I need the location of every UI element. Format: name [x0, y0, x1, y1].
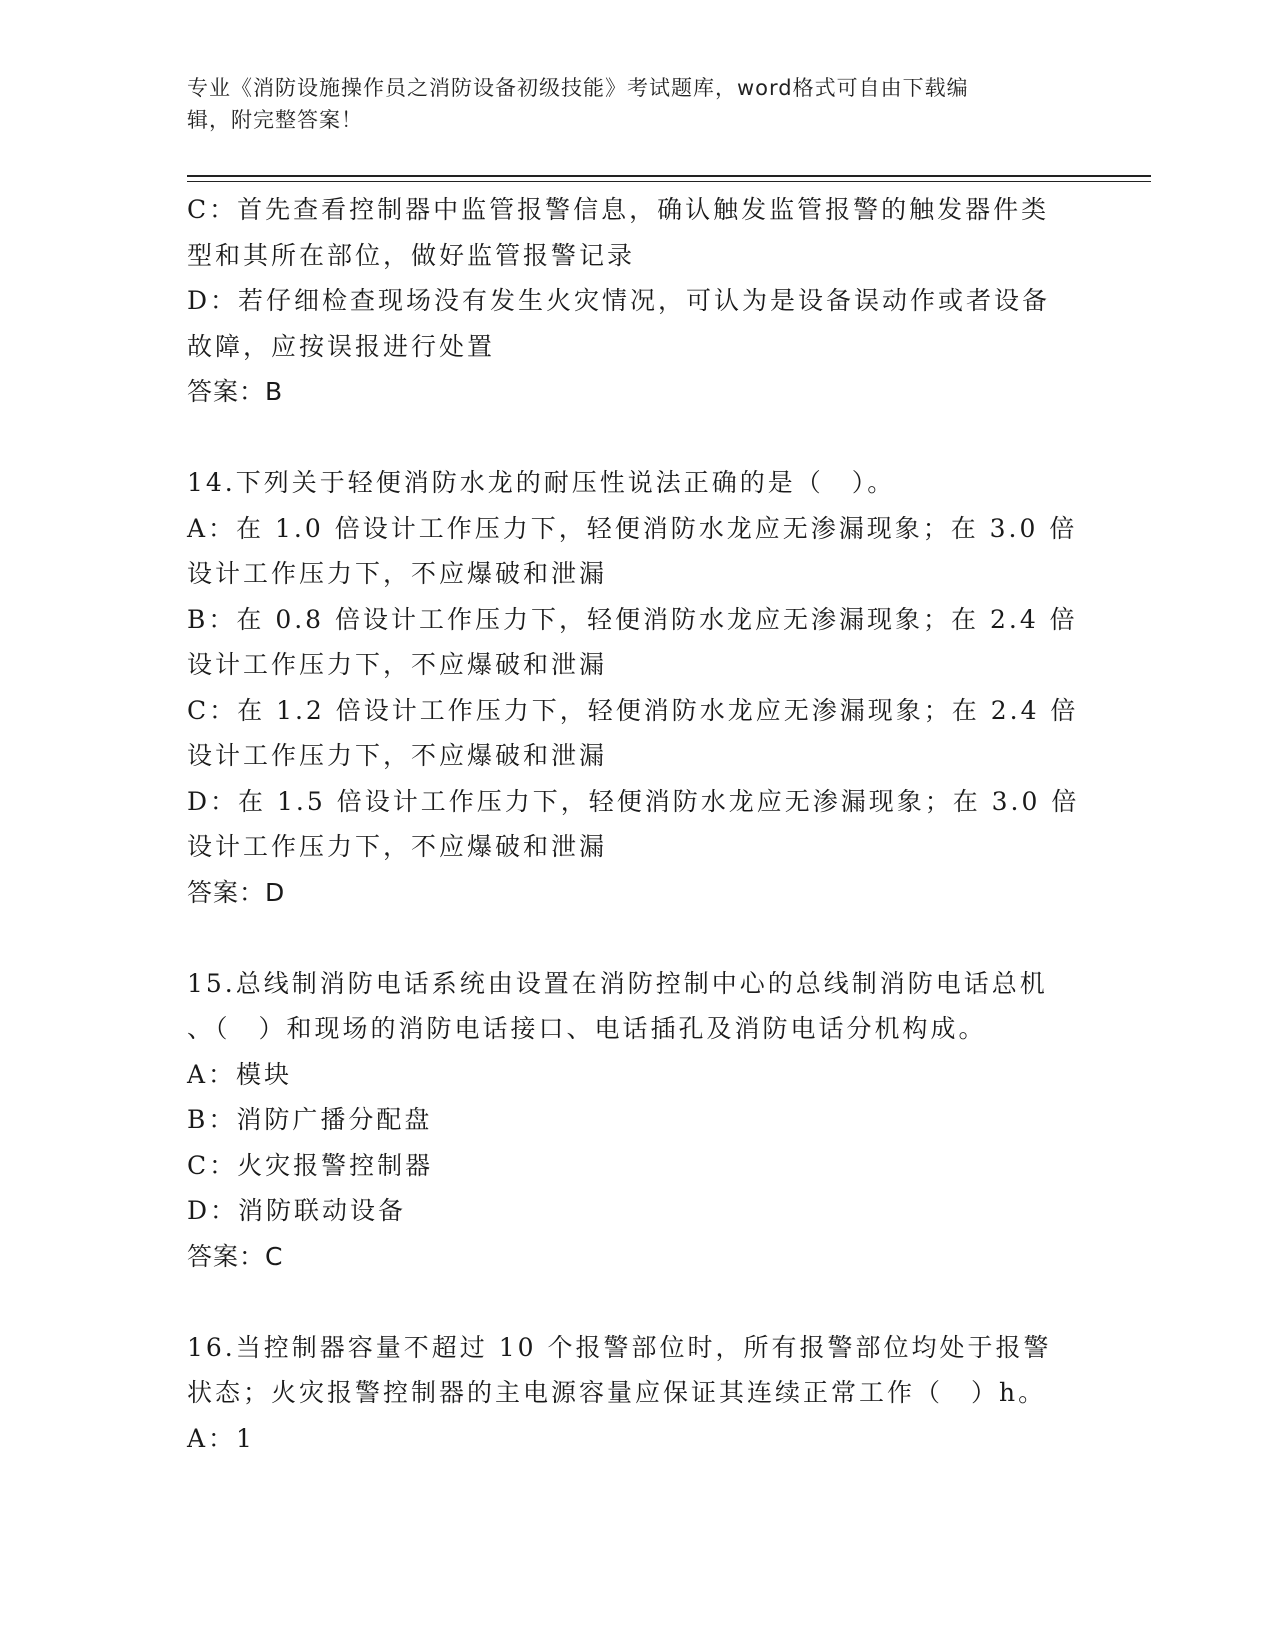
- question-15: [187, 961, 1067, 1280]
- option-c: C：火灾报警控制器: [187, 1150, 434, 1180]
- header-divider-thin: [187, 181, 1151, 182]
- spacer: [187, 1279, 1067, 1325]
- spacer: [187, 415, 1067, 461]
- answer-line: 答案：D: [187, 877, 286, 907]
- question-stem: 、（ ）和现场的消防电话接口、电话插孔及消防电话分机构成。: [187, 1014, 987, 1043]
- option-b: B：消防广播分配盘: [187, 1105, 433, 1134]
- question-16: [187, 1325, 1067, 1462]
- option-line: C：首先查看控制器中监管报警信息，确认触发监管报警的触发器件类: [187, 195, 1050, 224]
- option-a: A：1: [187, 1423, 255, 1453]
- header-divider-thick: [187, 175, 1151, 177]
- option-d-line: D：在 1.5 倍设计工作压力下，轻便消防水龙应无渗漏现象；在 3.0 倍: [187, 786, 1080, 816]
- option-a-line: 设计工作压力下，不应爆破和泄漏: [187, 559, 608, 588]
- header-line-2: 辑，附完整答案！: [187, 108, 363, 132]
- question-stem: 15.总线制消防电话系统由设置在消防控制中心的总线制消防电话总机: [187, 968, 1048, 998]
- question-stem: 14.下列关于轻便消防水龙的耐压性说法正确的是（ ）。: [187, 468, 896, 497]
- option-line: D：若仔细检查现场没有发生火灾情况，可认为是设备误动作或者设备: [187, 286, 1051, 315]
- option-c-line: 设计工作压力下，不应爆破和泄漏: [187, 741, 608, 770]
- question-content: [187, 187, 1080, 1461]
- option-d-line: 设计工作压力下，不应爆破和泄漏: [187, 832, 608, 861]
- spacer: [187, 915, 1067, 961]
- question-14: [187, 460, 1080, 915]
- option-line: 故障，应按误报进行处置: [187, 331, 496, 361]
- answer-line: 答案：B: [187, 377, 284, 406]
- question-stem: 状态；火灾报警控制器的主电源容量应保证其连续正常工作（ ）h。: [187, 1378, 1047, 1407]
- option-b-line: B：在 0.8 倍设计工作压力下，轻便消防水龙应无渗漏现象；在 2.4 倍: [187, 604, 1078, 634]
- option-b-line: 设计工作压力下，不应爆破和泄漏: [187, 650, 608, 679]
- header-line-1: 专业《消防设施操作员之消防设备初级技能》考试题库，word格式可自由下载编: [187, 76, 969, 100]
- option-line: 型和其所在部位，做好监管报警记录: [187, 240, 636, 270]
- prev-question: [187, 187, 1067, 415]
- option-a: A：模块: [187, 1059, 293, 1089]
- question-stem: 16.当控制器容量不超过 10 个报警部位时，所有报警部位均处于报警: [187, 1332, 1052, 1362]
- option-a-line: A：在 1.0 倍设计工作压力下，轻便消防水龙应无渗漏现象；在 3.0 倍: [187, 513, 1078, 543]
- option-c-line: C：在 1.2 倍设计工作压力下，轻便消防水龙应无渗漏现象；在 2.4 倍: [187, 695, 1079, 725]
- answer-line: 答案：C: [187, 1241, 284, 1271]
- page-header: [187, 72, 1067, 136]
- option-d: D：消防联动设备: [187, 1196, 407, 1225]
